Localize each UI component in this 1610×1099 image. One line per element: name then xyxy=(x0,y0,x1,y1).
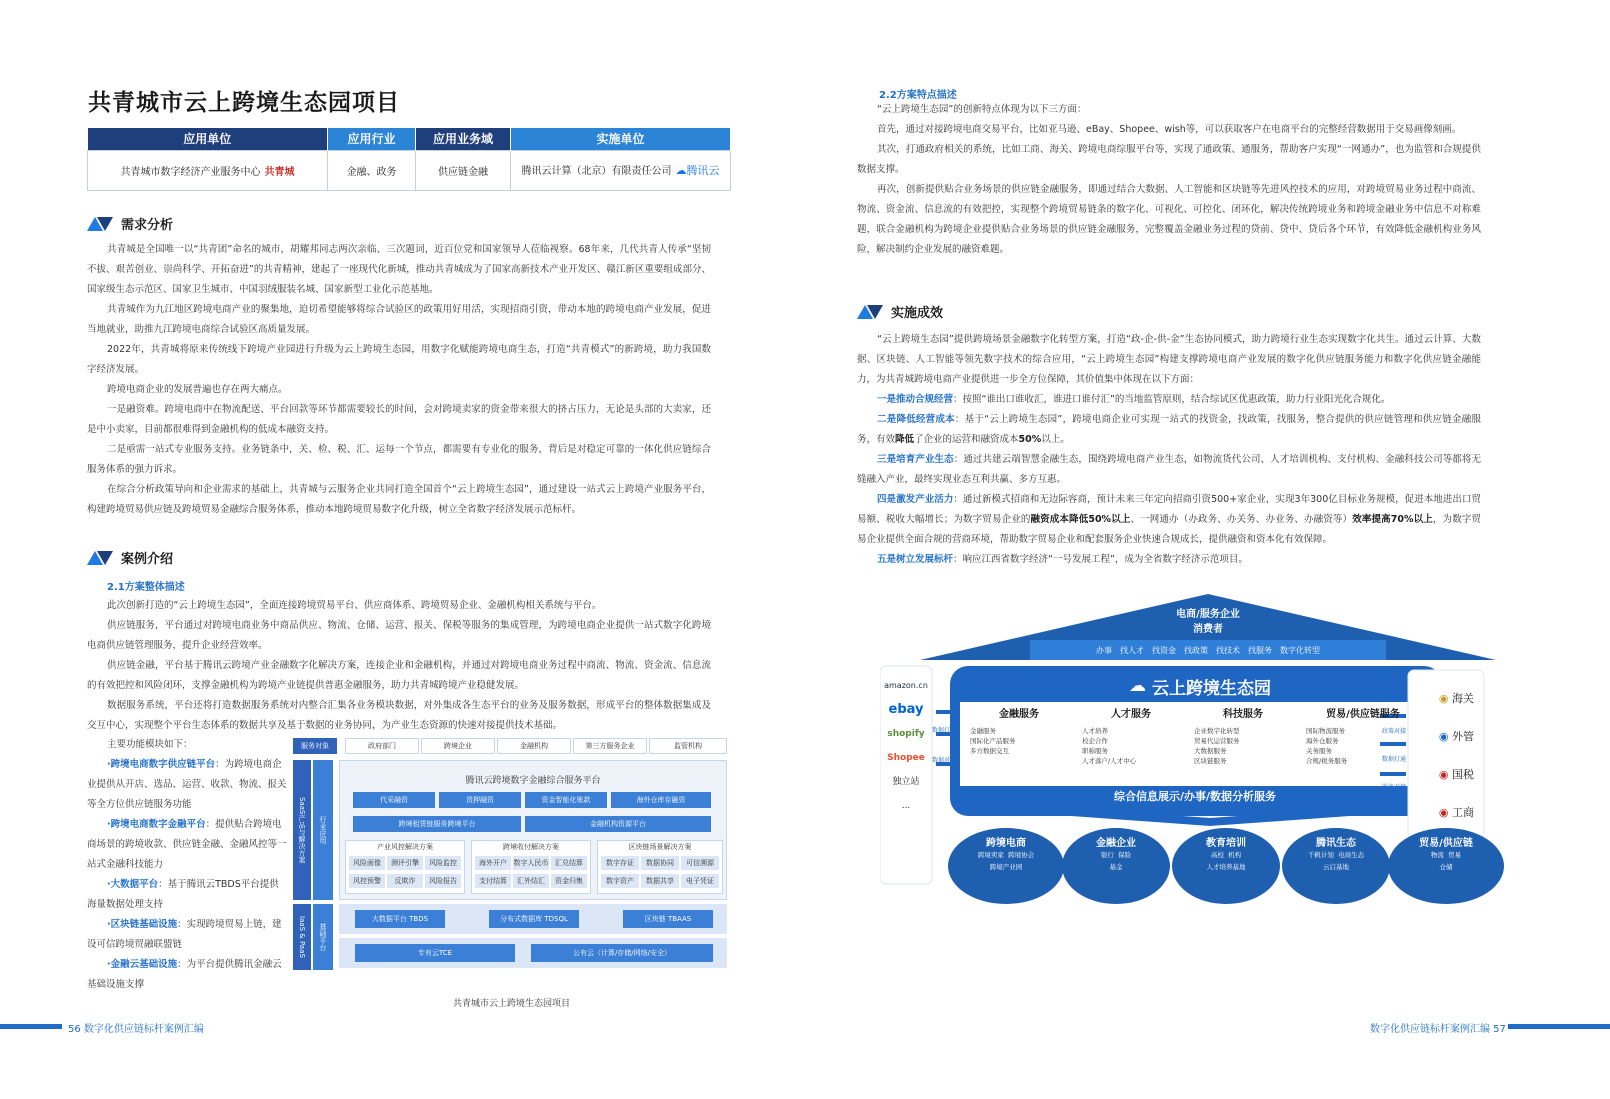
industry-label: 行业应用 xyxy=(313,760,333,900)
footer-left: 56 数字化供应链标杆案例汇编 xyxy=(68,1024,204,1035)
right-page xyxy=(805,0,1610,1099)
object-finance: 金融机构 xyxy=(497,738,571,754)
svc-list-finance: 金融服务 国际化产品服务 多方数据交互 xyxy=(970,727,1016,755)
list-item: ·大数据平台：基于腾讯云TBDS平台提供海量数据处理支持 xyxy=(87,879,279,910)
subsection-2-2: 2.2方案特点描述 xyxy=(879,90,957,101)
section-case: 案例介绍 xyxy=(87,548,173,567)
footer-bar xyxy=(0,1024,62,1029)
shopee-logo: Shopee xyxy=(887,753,925,763)
results-text: “云上跨境生态园”提供跨境场景金融数字化转型方案，打造“政-企-供-金”生态协同模式，助力跨境行业生态实现数字化共生。通过云计算、大数据、区块链、人工智能等领先数字技术的综合应用，“云上跨境生态园”构建支撑跨境电商产业发展的数字化供应链服务能力和数字化供应链金融能力，为共青城跨境电商产业提供进一步全方位保障，其价值集中体现在以下方面： 一是推动合规经营：按照“谁出口谁收汇，谁进口谁付汇”的当地监管原则，结合综试区优惠政策，助力行业阳光化合规化。 二是降低经营成本：基于“云上跨境生态园”，跨境电商企业可实现一站式的找资金，找政策，找服务，整合提供的供应链管理和供应链金融服务，有效降低了企业的运营和融资成本50%以上。 三是培育产业生态：通过共建云端智慧金融生态，围绕跨境电商产业生态，如物流货代公司、人才培训机构、支付机构、金融科技公司等都将无缝融入产业，最终实现业态互利共赢、多方互惠。 四是激发产业活力：通过新模式招商和无边际容商，预计未来三年定向招商引资500+家企业，实现3年300亿目标业务规模，促进本地进出口贸易额、税收大幅增长；为数字贸易企业的融资成本降低50%以上、一网通办（办政务、办关务、办业务、办融资等）效率提高70%以上，为数字贸易企业提供全面合规的营商环境，帮助数字贸易企业和配套服务企业快速合规成长，提供融资和资本化有效保障。 五是树立发展标杆：响应江西省数字经济“一号发展工程”，成为全省数字经济示范项目。 xyxy=(857,334,1481,565)
gov-list xyxy=(1412,680,1484,832)
sol-item: 数字资产 xyxy=(601,874,639,888)
func-box: 货押融资 xyxy=(439,792,521,808)
object-gov: 政府部门 xyxy=(345,738,419,754)
service-tech: 科技服务 xyxy=(1223,708,1263,720)
sol-item: 数字人民币 xyxy=(513,856,549,870)
section-triangle-icon xyxy=(87,217,113,231)
func-box: 代采融资 xyxy=(353,792,435,808)
sol-item: 风控预警 xyxy=(349,874,385,888)
platform-title: 腾讯云跨境数字金融综合服务平台 xyxy=(465,775,601,786)
platform-diagram xyxy=(293,736,730,996)
roof-tab: 找服务 xyxy=(1248,645,1272,655)
service-talent: 人才服务 xyxy=(1111,708,1151,720)
features-text: “云上跨境生态园”的创新特点体现为以下三方面： 首先，通过对接跨境电商交易平台，比如亚马逊、eBay、Shopee、wish等，可以获取客户在电商平台的完整经营数据用于交易画像刻画。 其次，打通政府相关的系统，比如工商、海关、跨境电商综服平台等，实现了通政策、通服务，帮助客户实现“一网通办”，也为监管和合规提供数据支撑。 再次，创新提供贴合业务场景的供应链金融服务，即通过结合大数据、人工智能和区块链等先进风控技术的应用，对跨境贸易业务过程中商流、物流、资金流、信息流的有效把控，实现整个跨境贸易链条的数字化、可视化、可控化、闭环化，解决传统跨境业务和跨境金融业务中信息不对称难题，联合金融机构为跨境企业提供贴合业务场景的供应链金融服务，完整覆盖金融业务过程的贷前、贷中、贷后各个环节，有效降低金融机构业务风险，解决制约企业发展的融资难题。 xyxy=(857,104,1481,255)
sol-item: 反欺诈 xyxy=(387,874,423,888)
shopify-logo: shopify xyxy=(887,729,925,739)
gongqing-logo: 共青城 xyxy=(264,166,295,178)
subsection-2-1: 2.1方案整体描述 xyxy=(107,582,185,593)
service-trade: 贸易/供应链服务 xyxy=(1326,708,1400,720)
tax-emblem-icon: ◉ xyxy=(1438,768,1449,781)
base-box: 专有云TCE xyxy=(355,944,515,962)
sol-item: 测评引擎 xyxy=(387,856,423,870)
industry-emblem-icon: ◉ xyxy=(1438,806,1449,819)
module-list: 主要功能模块如下： ·跨境电商数字供应链平台：为跨境电商企业提供从开店、选品、运营、收款、物流、报关等全方位供应链服务功能 ·跨境电商数字金融平台：提供贴合跨境电商场景的跨境收款、供应链金融、金融风控等一站式金融科技能力 ·大数据平台：基于腾讯云TBDS平台提供海量数据处理支持 ·区块链基础设施：实现跨境贸易上链，建设可信跨境贸融联盟链 ·金融云基础设施：为平台提供腾讯金融云基础设施支撑 xyxy=(87,735,287,995)
independent-site: 独立站 xyxy=(892,777,920,787)
svc-list-trade: 国际物流服务 海外仓服务 关务服务 合规/税务服务 xyxy=(1306,727,1348,765)
section-results: 实施成效 xyxy=(857,302,943,321)
dome-finance: 金融企业 银行 保险 基金 xyxy=(1096,838,1136,871)
base-box: 分布式数据库 TDSQL xyxy=(489,910,579,928)
page-title: 共青城市云上跨境生态园项目 xyxy=(88,90,400,116)
sol-item: 数字存证 xyxy=(601,856,639,870)
roof-tab: 办事 xyxy=(1096,645,1112,655)
object-third-party: 第三方服务企业 xyxy=(573,738,647,754)
list-item: ·跨境电商数字金融平台：提供贴合跨境电商场景的跨境收款、供应链金融、金融风控等一站式金融科技能力 xyxy=(87,819,287,870)
right-arrow-labels: 政策对接 数据打通 服务对接 xyxy=(1382,728,1407,791)
iaas-label: IaaS & PaaS xyxy=(293,904,311,970)
cell-unit: 共青城市数字经济产业服务中心 共青城 xyxy=(88,150,328,190)
base-box: 大数据平台 TBDS xyxy=(355,910,445,928)
sol-item: 风险监控 xyxy=(425,856,461,870)
ecosystem-diagram xyxy=(880,594,1523,916)
header-industry: 应用行业 xyxy=(328,128,416,150)
info-bar: 综合信息展示/办事/数据分析服务 xyxy=(1113,790,1277,803)
solution-title: 跨境收付解决方案 xyxy=(503,843,559,851)
sol-item: 支付结算 xyxy=(475,874,511,888)
sol-item: 数据共享 xyxy=(641,874,679,888)
solution-title: 产业风控解决方案 xyxy=(377,843,433,851)
solution-title: 区块链场景解决方案 xyxy=(628,843,692,851)
gov-item: ◉ 海关 xyxy=(1438,692,1474,705)
safe-emblem-icon: ◉ xyxy=(1438,730,1449,743)
header-domain: 应用业务域 xyxy=(416,128,511,150)
left-arrow-labels: 数据打通 数据对接 xyxy=(932,727,957,764)
sol-item: 风险报告 xyxy=(425,874,461,888)
dome-education: 教育培训 高校 机构 人才培养基地 xyxy=(1206,838,1246,871)
section-triangle-icon xyxy=(87,551,113,565)
sol-item: 资金归集 xyxy=(551,874,587,888)
footer-bar xyxy=(1508,1024,1610,1029)
roof-title: 电商/服务企业 消费者 xyxy=(1176,609,1240,635)
list-item: ·金融云基础设施：为平台提供腾讯金融云基础设施支撑 xyxy=(87,959,282,990)
sol-item: 可信溯源 xyxy=(681,856,719,870)
object-enterprise: 跨境企业 xyxy=(421,738,495,754)
svc-list-tech: 企业数字化转型 贸易代运营服务 大数据服务 区块链服务 xyxy=(1194,727,1240,765)
figure-caption: 共青城市云上跨境生态园项目 xyxy=(452,999,570,1009)
section-demand: 需求分析 xyxy=(87,214,173,233)
sol-item: 汇外结汇 xyxy=(513,874,549,888)
roof-tab: 找技术 xyxy=(1216,645,1240,655)
func-box: 跨境租赁链服务跨境平台 xyxy=(353,816,521,832)
object-regulator: 监管机构 xyxy=(649,738,727,754)
base-label: 基础平台 xyxy=(313,904,333,970)
sol-item: 风险画像 xyxy=(349,856,385,870)
sol-item: 电子凭证 xyxy=(681,874,719,888)
saas-label: SaaS产品与解决方案 xyxy=(293,760,311,900)
case-text: 此次创新打造的“云上跨境生态园”，全面连接跨境贸易平台、供应商体系、跨境贸易企业、金融机构相关系统与平台。 供应链服务，平台通过对跨境电商业务中商品供应、物流、仓储、运营、报关、保税等服务的集成管理，为跨境电商企业提供一站式数字化跨境电商供应链管理服务，提升企业经营效率。 供应链金融，平台基于腾讯云跨境产业金融数字化解决方案，连接企业和金融机构，并通过对跨境电商业务过程中商流、物流、资金流、信息流的有效把控和风险闭环，支撑金融机构为跨境产业链提供普惠金融服务，助力共青城跨境产业稳健发展。 数据服务系统，平台还将打造数据服务系统对内整合汇集各业务模块数据，对外集成各生态平台的业务及服务数据，形成平台的整体数据集成及交互中心，实现整个平台生态体系的数据共享及基于数据的业务协同，为产业生态资源的快速对接提供技术基础。 xyxy=(87,600,711,731)
gov-item: ◉ 国税 xyxy=(1438,768,1474,781)
dome-trade: 贸易/供应链 物流 贸易 仓储 xyxy=(1419,838,1473,871)
func-box: 海外仓库存融资 xyxy=(611,792,711,808)
service-object-label: 服务对象 xyxy=(293,738,337,754)
cell-domain: 供应链金融 xyxy=(416,150,511,190)
customs-emblem-icon: ◉ xyxy=(1438,692,1449,705)
roof-tab: 找政策 xyxy=(1184,645,1208,655)
info-table xyxy=(87,128,731,191)
section-triangle-icon xyxy=(857,305,883,319)
base-box: 区块链 TBAAS xyxy=(623,910,713,928)
roof-tabs xyxy=(1030,642,1386,658)
tencent-cloud-logo: ☁腾讯云 xyxy=(675,164,720,177)
platform-list xyxy=(882,674,930,818)
gov-item: ◉ 工商 xyxy=(1438,806,1474,819)
demand-text: 共青城是全国唯一以“共青团”命名的城市，胡耀邦同志两次亲临、三次题词，近百位党和国家领导人莅临视察。68年来，几代共青人传承“坚韧不拔、艰苦创业、崇尚科学、开拓奋进”的共青精神，建起了一座现代化新城，推动共青城成为了国家高新技术产业开发区、赣江新区重要组成部分、国家级生态示范区、国家卫生城市、中国羽绒服装名城、国家新型工业化示范基地。 共青城作为九江地区跨境电商产业的聚集地，迫切希望能够将综合试验区的政策用好用活，实现招商引资，带动本地的跨境电商产业发展，促进当地就业，助推九江跨境电商综合试验区高质量发展。 2022年，共青城将原来传统线下跨境产业园进行升级为云上跨境生态园，用数字化赋能跨境电商生态，打造“共青模式”的新跨境，助力我国数字经济发展。 跨境电商企业的发展普遍也存在两大痛点。 一是融资难。跨境电商中在物流配送、平台回款等环节都需要较长的时间，会对跨境卖家的资金带来很大的挤占压力，无论是头部的大卖家，还是中小卖家，目前都很难得到金融机构的低成本融资支持。 二是亟需一站式专业服务支持。业务链条中，关、检、税、汇、运每一个节点，都需要有专业化的服务，背后是对稳定可靠的一体化供应链综合服务体系的强力诉求。 在综合分析政策导向和企业需求的基础上，共青城与云服务企业共同打造全国首个“云上跨境生态园”，通过建设一站式云上跨境产业服务平台，构建跨境贸易供应链及跨境贸易金融综合服务体系，推动本地跨境贸易数字化升级，树立全省数字经济发展示范标杆。 xyxy=(87,244,711,515)
footer-right: 数字化供应链标杆案例汇编 57 xyxy=(1370,1024,1506,1035)
sol-item: 汇兑结算 xyxy=(551,856,587,870)
roof-tab: 找人才 xyxy=(1120,645,1144,655)
sol-item: 海外开户 xyxy=(475,856,511,870)
svc-list-talent: 人才培养 校企合作 职称服务 人才落户/人才中心 xyxy=(1082,727,1137,765)
cell-industry: 金融、政务 xyxy=(328,150,416,190)
gov-item: ◉ 外管 xyxy=(1438,730,1474,743)
ebay-logo: ebay xyxy=(888,702,924,717)
center-title: ☁ 云上跨境生态园 xyxy=(1129,676,1271,699)
cell-implementer: 腾讯云计算（北京）有限责任公司 ☁腾讯云 xyxy=(511,150,731,190)
func-box: 金融机构资源平台 xyxy=(525,816,711,832)
header-implementer: 实施单位 xyxy=(511,128,731,150)
func-box: 资金智能化账款 xyxy=(525,792,607,808)
dome-ecommerce: 跨境电商 跨境卖家 跨境协会 跨境产业园 xyxy=(977,838,1035,871)
roof-tab: 找资金 xyxy=(1152,645,1176,655)
sol-item: 数据协同 xyxy=(641,856,679,870)
list-item: ·区块链基础设施：实现跨境贸易上链，建设可信跨境贸融联盟链 xyxy=(87,919,282,950)
cloud-icon: ☁ xyxy=(1129,676,1152,696)
dome-tencent: 腾讯生态 千帆计划 电商生态 云启基地 xyxy=(1307,838,1365,871)
amazon-logo: amazon.cn xyxy=(884,681,928,690)
service-finance: 金融服务 xyxy=(999,708,1039,720)
base-box: 公有云（计算/存储/网络/安全） xyxy=(531,944,713,962)
list-item: ·跨境电商数字供应链平台：为跨境电商企业提供从开店、选品、运营、收款、物流、报关等全方位供应链服务功能 xyxy=(87,759,287,810)
more-dots: ... xyxy=(901,801,911,811)
roof-tab: 数字化转型 xyxy=(1280,645,1320,655)
header-unit: 应用单位 xyxy=(88,128,328,150)
